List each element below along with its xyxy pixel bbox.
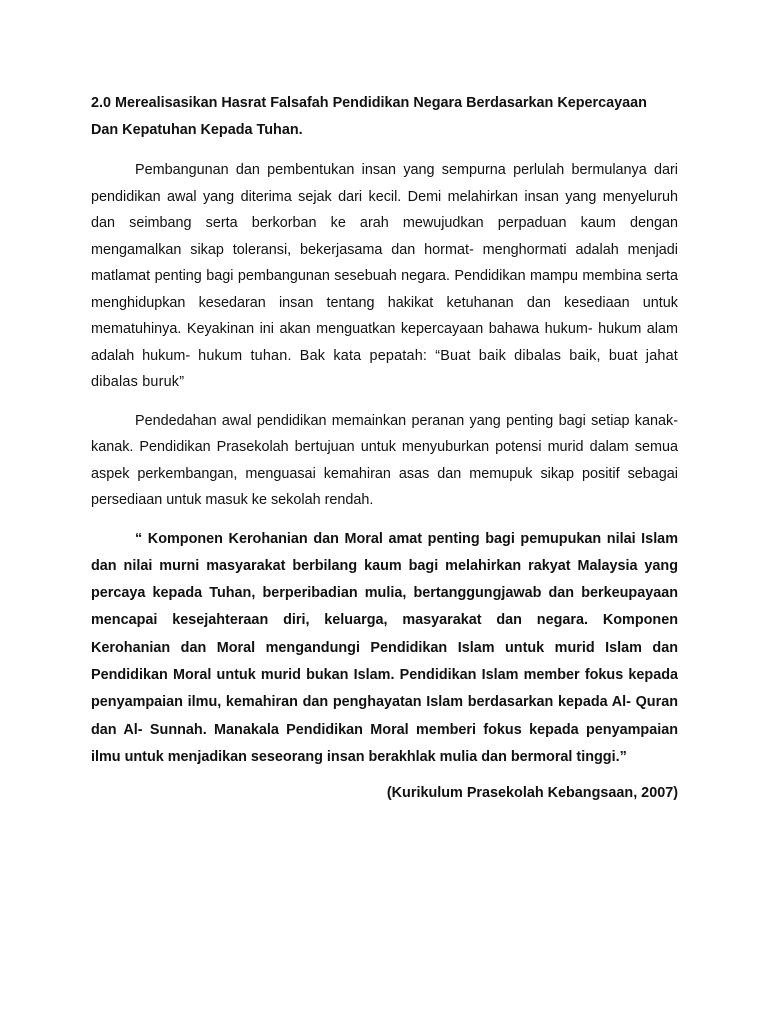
paragraph-1-tail: hukum tuhan. Bak kata pepatah: “Buat baik dibalas baik, buat jahat dibalas buruk” <box>91 347 678 390</box>
block-quote: “ Komponen Kerohanian dan Moral amat penting bagi pemupukan nilai Islam dan nilai murni masyarakat berbilang kaum bagi melahirkan rakyat Malaysia yang percaya kepada Tuhan, berperibadian mulia, bertanggungjawab dan berkeupayaan mencapai kesejahteraan diri, keluarga, masyarakat dan negara. Komponen Kerohanian dan Moral mengandungi Pendidikan Islam untuk murid Islam dan Pendidikan Moral untuk murid bukan Islam. Pendidikan Islam member fokus kepada penyampaian ilmu, kemahiran dan penghayatan Islam berdasarkan kepada Al- Quran dan Al- Sunnah. Manakala Pendidikan Moral memberi fokus kepada penyampaian ilmu untuk menjadikan seseorang insan berakhlak mulia dan bermoral tinggi.” <box>91 530 678 765</box>
paragraph-1-main: Pembangunan dan pembentukan insan yang sempurna perlulah bermulanya dari pendidikan awal yang diterima sejak dari kecil. Demi melahirkan insan yang menyeluruh dan seimbang serta berkorban ke arah mewujudkan perpaduan kaum dengan mengamalkan sikap toleransi, bekerjasama dan hormat- menghormati adalah menjadi matlamat penting bagi pembangunan sesebuah negara. Pendidikan mampu membina serta menghidupkan kesedaran insan tentang hakikat ketuhanan dan kesediaan untuk mematuhinya. Keyakinan ini akan menguatkan kepercayaan bahawa hukum- hukum alam adalah hukum- <box>91 162 678 364</box>
document-body <box>91 90 678 806</box>
section-heading: 2.0 Merealisasikan Hasrat Falsafah Pendidikan Negara Berdasarkan Kepercayaan Dan Kepatuhan Kepada Tuhan. <box>91 95 647 138</box>
paragraph-1 <box>91 157 678 396</box>
paragraph-2: Pendedahan awal pendidikan memainkan peranan yang penting bagi setiap kanak- kanak. Pendidikan Prasekolah bertujuan untuk menyuburkan potensi murid dalam semua aspek perkembangan, menguasai kemahiran asas dan memupuk sikap positif sebagai persediaan untuk masuk ke sekolah rendah. <box>91 412 678 508</box>
quote-citation: (Kurikulum Prasekolah Kebangsaan, 2007) <box>386 785 678 802</box>
